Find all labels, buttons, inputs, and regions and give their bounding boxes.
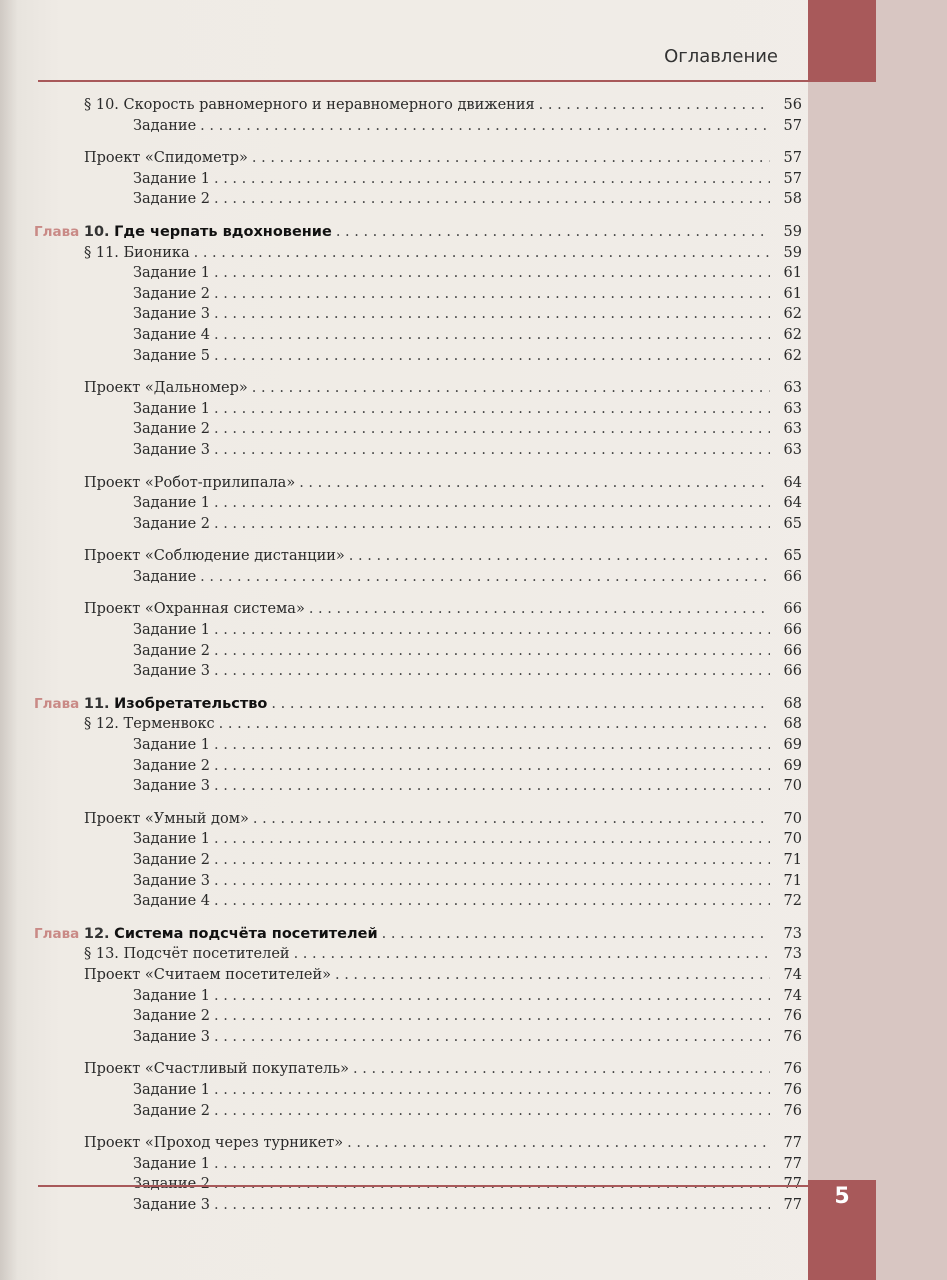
dot-leader [353,1059,770,1080]
toc-task-row[interactable] [0,419,808,440]
toc-page-number: 66 [783,568,802,585]
toc-task-row[interactable] [0,661,808,682]
toc-chapter-label [0,694,271,715]
dot-leader [214,735,770,756]
dot-leader [349,546,770,567]
dot-leader [539,95,770,116]
toc-page-number: 66 [783,642,802,659]
dot-leader [214,263,770,284]
toc-task-row[interactable] [0,325,808,346]
dot-leader [335,965,770,986]
toc-task-row[interactable] [0,189,808,210]
toc-entry-label: Задание 3 [133,778,210,795]
dot-leader [214,891,770,912]
toc-page-number: 69 [783,737,802,754]
toc-entry-label: Задание 2 [133,1176,210,1193]
toc-project-row[interactable] [0,1133,808,1154]
toc-task-row[interactable] [0,756,808,777]
toc-page-number: 61 [783,285,802,302]
toc-chapter-label [0,222,336,243]
toc-entry-label: Проект «Охранная система» [84,601,305,618]
toc-task-row[interactable] [0,116,808,137]
toc-entry-label: Задание 2 [133,191,210,208]
toc-page-number: 76 [783,1028,802,1045]
dot-leader [382,924,770,945]
toc-task-row[interactable] [0,567,808,588]
toc-page-number: 62 [783,326,802,343]
toc-section-row[interactable] [0,95,808,116]
dot-leader [214,325,770,346]
toc-section-row[interactable] [0,944,808,965]
chapter-title: Изобретательство [114,695,268,712]
toc-page-number: 63 [783,400,802,417]
toc-entry-label: Проект «Робот-прилипала» [84,474,296,491]
dot-leader [194,243,770,264]
toc-task-row[interactable] [0,399,808,420]
toc-project-row[interactable] [0,1059,808,1080]
toc-task-row[interactable] [0,440,808,461]
toc-entry-label: Задание 2 [133,421,210,438]
toc-page-number: 70 [783,778,802,795]
toc-page-number: 66 [783,601,802,618]
toc-page-number: 59 [783,244,802,261]
dot-leader [219,714,770,735]
toc-entry-label: § 13. Подсчёт посетителей [84,946,290,963]
toc-entry-label: Задание 3 [133,441,210,458]
toc-page-number: 63 [783,441,802,458]
chapter-number: 12. [83,925,110,942]
toc-entry-label: Задание 2 [133,285,210,302]
toc-task-row[interactable] [0,850,808,871]
toc-page-number: 76 [783,1008,802,1025]
toc-page-number: 74 [783,966,802,983]
dot-leader [214,440,770,461]
header-bar [38,0,808,82]
toc-page-number: 65 [783,548,802,565]
toc-page-number: 62 [783,347,802,364]
toc-entry-label: Проект «Счастливый покупатель» [84,1061,350,1078]
dot-leader [271,694,770,715]
toc-page-number: 57 [783,150,802,167]
toc-page-number: 59 [783,223,802,240]
dot-leader [214,169,770,190]
toc-page-number: 70 [783,810,802,827]
toc-entry-label: Проект «Умный дом» [84,810,249,827]
dot-leader [214,829,770,850]
toc-page-number: 73 [783,946,802,963]
toc-task-row[interactable] [0,641,808,662]
dot-leader [214,1195,770,1216]
dot-leader [200,116,770,137]
toc-entry-label: Задание 2 [133,515,210,532]
toc-entry-label: § 11. Бионика [84,244,190,261]
dot-leader [214,1080,770,1101]
toc-entry-label: Задание 2 [133,642,210,659]
toc-page-number: 77 [783,1196,802,1213]
toc-page-number: 57 [783,170,802,187]
toc-task-row[interactable] [0,514,808,535]
toc-chapter-row[interactable] [0,924,808,945]
toc-page-number: 68 [783,695,802,712]
toc-entry-label: Задание 1 [133,170,210,187]
toc-entry-label: Задание 2 [133,1102,210,1119]
dot-leader [214,493,770,514]
footer-rule [38,1185,808,1187]
toc-task-row[interactable] [0,346,808,367]
dot-leader [214,986,770,1007]
toc-project-row[interactable] [0,546,808,567]
chapter-number: 11. [83,695,110,712]
toc-entry-label: Задание 1 [133,987,210,1004]
toc-page-number: 63 [783,380,802,397]
dot-leader [214,1101,770,1122]
chapter-prefix: Глава [34,695,80,712]
toc-page-number: 77 [783,1155,802,1172]
header-accent-block [808,0,876,82]
dot-leader [253,809,770,830]
toc-task-row[interactable] [0,284,808,305]
dot-leader [336,222,770,243]
toc-entry-label: Задание 2 [133,1008,210,1025]
toc-page-number: 68 [783,716,802,733]
dot-leader [214,346,770,367]
dot-leader [309,599,770,620]
dot-leader [214,189,770,210]
dot-leader [252,148,770,169]
toc-entry-label: § 10. Скорость равномерного и неравномерного движения [84,97,535,113]
toc-entry-label: Задание 3 [133,872,210,889]
toc-page-number: 65 [783,515,802,532]
chapter-prefix: Глава [34,925,80,942]
dot-leader [214,304,770,325]
dot-leader [214,756,770,777]
toc-task-row[interactable] [0,1154,808,1175]
dot-leader [347,1133,770,1154]
toc-entry-label: Проект «Дальномер» [84,380,248,397]
toc-task-row[interactable] [0,1027,808,1048]
toc-chapter-label [0,924,382,945]
toc-page-number: 76 [783,1081,802,1098]
dot-leader [214,1154,770,1175]
page-edge-band [808,0,947,1280]
toc-entry-label: Проект «Спидометр» [84,150,248,167]
toc-project-row[interactable] [0,473,808,494]
chapter-number: 10. [83,223,110,240]
toc-task-row[interactable] [0,263,808,284]
toc-page-number: 58 [783,191,802,208]
dot-leader [200,567,770,588]
toc-entry-label: Задание 5 [133,347,210,364]
dot-leader [214,871,770,892]
toc-page-number: 77 [783,1176,802,1193]
toc-chapter-row[interactable] [0,222,808,243]
toc-task-row[interactable] [0,1080,808,1101]
page-title: Оглавление [664,46,778,67]
toc-section-row[interactable] [0,714,808,735]
toc-task-row[interactable] [0,891,808,912]
toc-entry-label: Задание 3 [133,1028,210,1045]
toc-page-number: 74 [783,987,802,1004]
dot-leader [214,419,770,440]
dot-leader [214,620,770,641]
toc-page-number: 77 [783,1135,802,1152]
toc-entry-label: Задание 1 [133,265,210,282]
toc-entry-label: Задание [133,117,197,134]
toc-page-number: 64 [783,495,802,512]
toc-page-number: 76 [783,1102,802,1119]
toc-entry-label: Задание [133,568,197,585]
toc-project-row[interactable] [0,148,808,169]
dot-leader [299,473,770,494]
toc-entry-label: Задание 4 [133,893,210,910]
toc-task-row[interactable] [0,871,808,892]
toc-page-number: 69 [783,757,802,774]
toc-section-row[interactable] [0,243,808,264]
toc-chapter-row[interactable] [0,694,808,715]
toc-project-row[interactable] [0,965,808,986]
toc-project-row[interactable] [0,378,808,399]
toc-project-row[interactable] [0,809,808,830]
toc-page-number: 76 [783,1061,802,1078]
toc-page-number: 56 [783,97,802,113]
toc-task-row[interactable] [0,169,808,190]
toc-page-number: 62 [783,306,802,323]
toc-page-number: 70 [783,831,802,848]
toc-task-row[interactable] [0,620,808,641]
toc-entry-label: Проект «Проход через турникет» [84,1135,344,1152]
toc-entry-label: Задание 4 [133,326,210,343]
dot-leader [214,514,770,535]
toc-page-number: 66 [783,663,802,680]
toc-entry-label: Задание 1 [133,622,210,639]
toc-entry-label: Задание 1 [133,495,210,512]
toc-entry-label: Задание 2 [133,757,210,774]
toc-task-row[interactable] [0,1101,808,1122]
dot-leader [214,641,770,662]
toc-task-row[interactable] [0,304,808,325]
dot-leader [214,1027,770,1048]
toc-entry-label: Задание 1 [133,737,210,754]
toc-page-number: 71 [783,852,802,868]
toc-page-number: 63 [783,421,802,438]
toc-task-row[interactable] [0,735,808,756]
toc-page-number: 61 [783,265,802,282]
toc-page-number: 71 [783,872,802,889]
toc-entry-label: Задание 1 [133,831,210,848]
toc-page-number: 73 [783,925,802,942]
toc-task-row[interactable] [0,1195,808,1216]
toc-task-row[interactable] [0,829,808,850]
dot-leader [214,399,770,420]
toc-entry-label: Задание 3 [133,1196,210,1213]
dot-leader [214,850,770,871]
toc-entry-label: Проект «Считаем посетителей» [84,966,331,983]
chapter-title: Где черпать вдохновение [114,223,332,240]
toc-entry-label: Проект «Соблюдение дистанции» [84,548,345,565]
dot-leader [252,378,770,399]
toc-task-row[interactable] [0,1006,808,1027]
toc-page-number: 66 [783,622,802,639]
dot-leader [214,1006,770,1027]
toc-page-number: 72 [783,893,802,910]
toc-entry-label: Задание 2 [133,852,210,868]
toc-entry-label: Задание 3 [133,663,210,680]
toc-task-row[interactable] [0,776,808,797]
toc-entry-label: § 12. Терменвокс [84,716,215,733]
toc-page-number: 57 [783,117,802,134]
toc-task-row[interactable] [0,986,808,1007]
toc-page-number: 64 [783,474,802,491]
chapter-prefix: Глава [34,223,80,240]
dot-leader [214,284,770,305]
dot-leader [214,661,770,682]
toc-entry-label: Задание 3 [133,306,210,323]
table-of-contents [0,95,808,1216]
toc-entry-label: Задание 1 [133,1155,210,1172]
toc-task-row[interactable] [0,493,808,514]
toc-entry-label: Задание 1 [133,1081,210,1098]
dot-leader [214,776,770,797]
chapter-title: Система подсчёта посетителей [114,925,378,942]
dot-leader [294,944,770,965]
toc-project-row[interactable] [0,599,808,620]
page-number: 5 [834,1184,850,1209]
toc-entry-label: Задание 1 [133,400,210,417]
